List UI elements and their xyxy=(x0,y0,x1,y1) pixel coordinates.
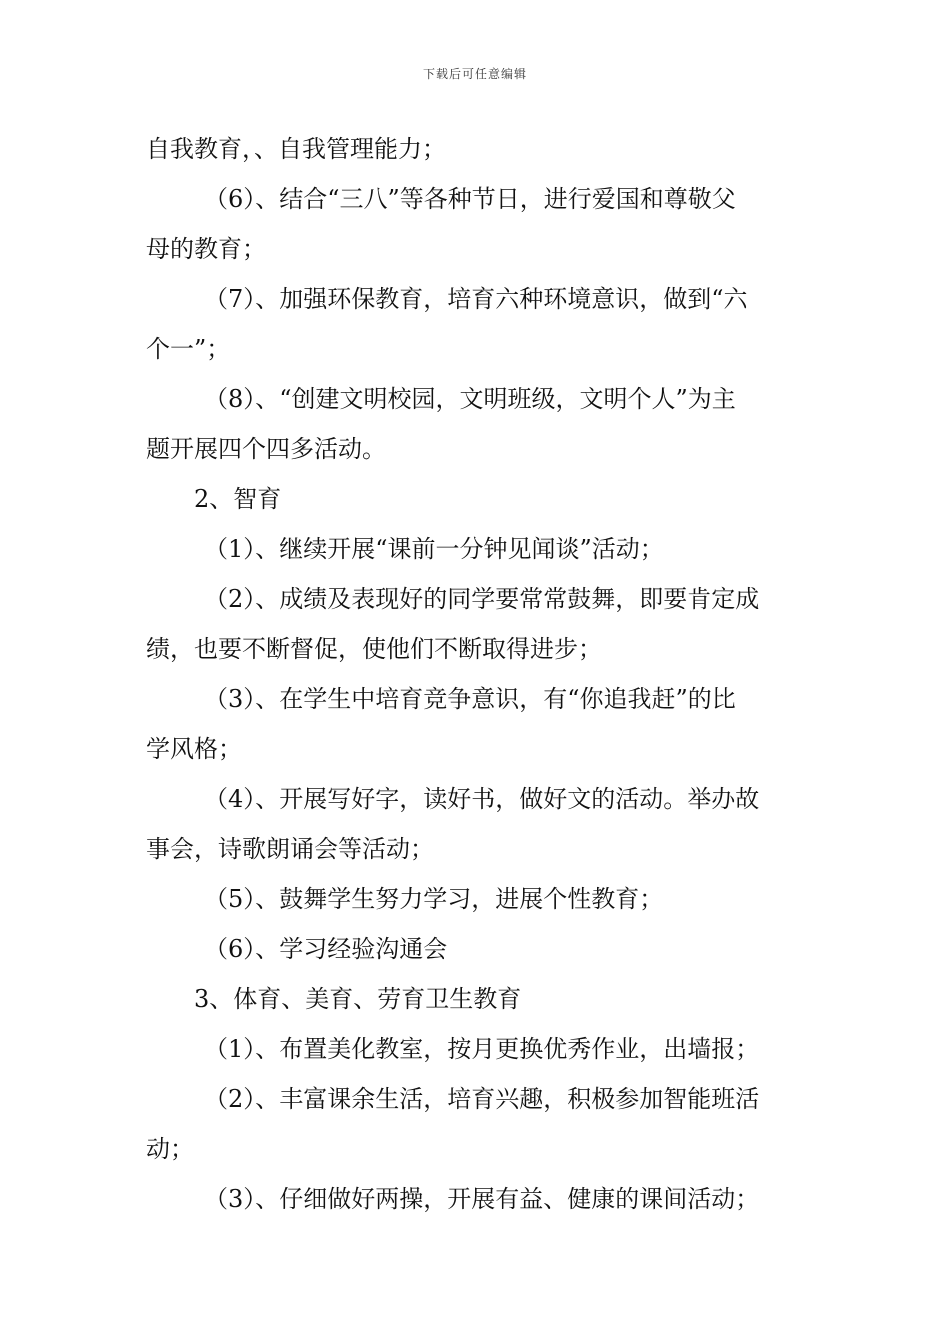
section-heading: 3、体育、美育、劳育卫生教育 xyxy=(194,985,522,1013)
text-line: 个一”； xyxy=(146,335,231,363)
text-line: 绩，也要不断督促，使他们不断取得进步； xyxy=(146,635,602,663)
list-item-line: （6）、结合“三八”等各种节日，进行爱国和尊敬父 xyxy=(204,185,736,213)
list-item-line: （8）、“创建文明校园，文明班级，文明个人”为主 xyxy=(204,385,736,413)
text-line: 题开展四个四多活动。 xyxy=(146,435,386,463)
list-item-line: （3）、仔细做好两操，开展有益、健康的课间活动； xyxy=(204,1185,760,1213)
text-line: 动； xyxy=(146,1135,194,1163)
list-item-line: （2）、成绩及表现好的同学要常常鼓舞，即要肯定成 xyxy=(204,585,760,613)
list-item-line: （4）、开展写好字，读好书，做好文的活动。举办故 xyxy=(204,785,760,813)
list-item-line: （7）、加强环保教育，培育六种环境意识，做到“六 xyxy=(204,285,748,313)
text-line: 学风格； xyxy=(146,735,242,763)
text-line: 事会，诗歌朗诵会等活动； xyxy=(146,835,434,863)
list-item-line: （5）、鼓舞学生努力学习，进展个性教育； xyxy=(204,885,664,913)
list-item-line: （1）、继续开展“课前一分钟见闻谈”活动； xyxy=(204,535,664,563)
list-item-line: （1）、布置美化教室，按月更换优秀作业，出墙报； xyxy=(204,1035,760,1063)
list-item-line: （6）、学习经验沟通会 xyxy=(204,935,448,963)
section-heading: 2、智育 xyxy=(194,485,282,513)
list-item-line: （3）、在学生中培育竞争意识，有“你追我赶”的比 xyxy=(204,685,736,713)
page-header: 下载后可任意编辑 xyxy=(422,67,527,81)
text-line: 自我教育，、自我管理能力； xyxy=(146,135,446,163)
list-item-line: （2）、丰富课余生活，培育兴趣，积极参加智能班活 xyxy=(204,1085,760,1113)
text-line: 母的教育； xyxy=(146,235,266,263)
